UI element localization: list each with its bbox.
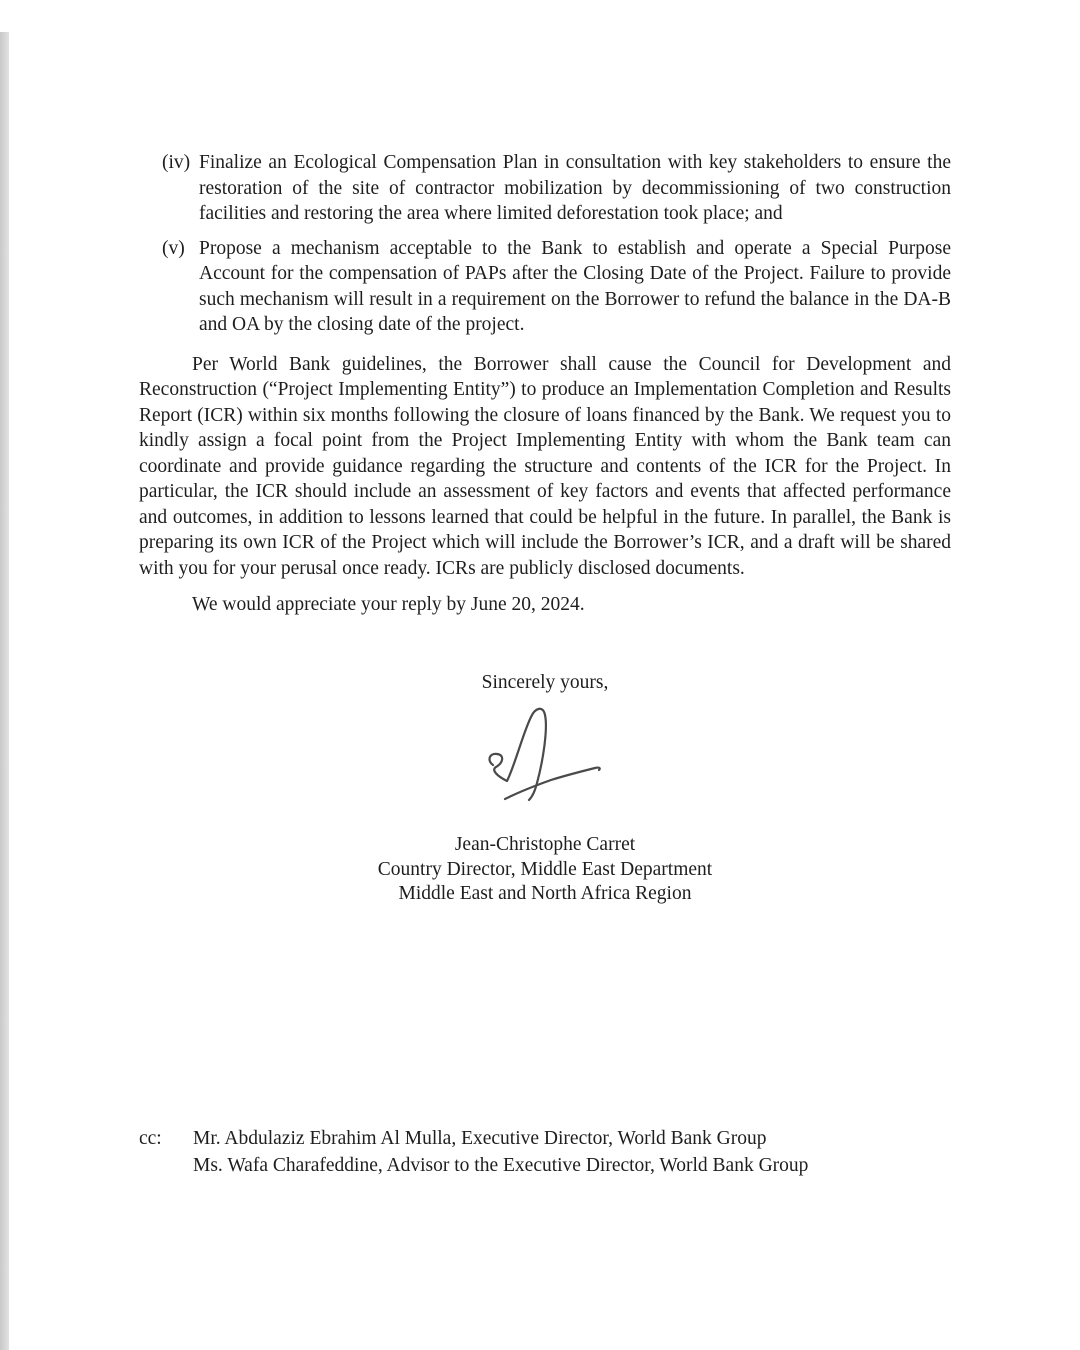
list-item bbox=[139, 236, 951, 338]
list-item bbox=[139, 150, 951, 227]
closing-salutation: Sincerely yours, bbox=[481, 671, 609, 693]
scan-edge-shadow bbox=[0, 32, 9, 1350]
letter-body bbox=[139, 150, 951, 907]
main-paragraph: Per World Bank guidelines, the Borrower shall cause the Council for Development and Reconstruction (“Project Implementing Entity”) to produce an Implementation Completion and Results Report (ICR) within six months following the closure of loans financed by the Bank. We request you to kindly assign a focal point from the Project Implementing Entity with whom the Bank team can coordinate and provide guidance regarding the structure and contents of the ICR for the Project. In particular, the ICR should include an assessment of key factors and events that affected performance and outcomes, in addition to lessons learned that could be helpful in the future. In parallel, the Bank is preparing its own ICR of the Project which will include the Borrower’s ICR, and a draft will be shared with you for your perusal once ready. ICRs are publicly disclosed documents. bbox=[139, 353, 951, 579]
signer-title: Country Director, Middle East Department bbox=[377, 858, 713, 880]
cc-block bbox=[139, 1126, 951, 1179]
cc-label: cc: bbox=[139, 1128, 162, 1149]
closing-block bbox=[139, 671, 951, 907]
reply-request-line: We would appreciate your reply by June 20, 2024. bbox=[192, 594, 585, 615]
signer-name: Jean-Christophe Carret bbox=[454, 834, 636, 855]
list-item-marker: (v) bbox=[162, 237, 185, 259]
list-item-text: Propose a mechanism acceptable to the Bank to establish and operate a Special Purpose Account for the compensation of PAPs after the Closing Date of the Project. Failure to provide such mechanism will result in a requirement on the Borrower to refund the balance in the DA-B and OA by the closing date of the project. bbox=[199, 237, 951, 335]
list-item-text: Finalize an Ecological Compensation Plan in consultation with key stakeholders to ensure the restoration of the site of contractor mobilization by decommissioning of two construction facilities and restoring the area where limited deforestation took place; and bbox=[199, 152, 951, 224]
signature-area bbox=[139, 703, 951, 805]
cc-recipient: Ms. Wafa Charafeddine, Advisor to the Executive Director, World Bank Group bbox=[193, 1154, 809, 1176]
signer-region: Middle East and North Africa Region bbox=[398, 883, 692, 904]
cc-recipient: Mr. Abdulaziz Ebrahim Al Mulla, Executive Director, World Bank Group bbox=[193, 1128, 767, 1149]
cc-recipient-list bbox=[193, 1126, 951, 1179]
list-item-marker: (iv) bbox=[162, 152, 191, 173]
handwritten-signature-icon bbox=[485, 703, 605, 805]
